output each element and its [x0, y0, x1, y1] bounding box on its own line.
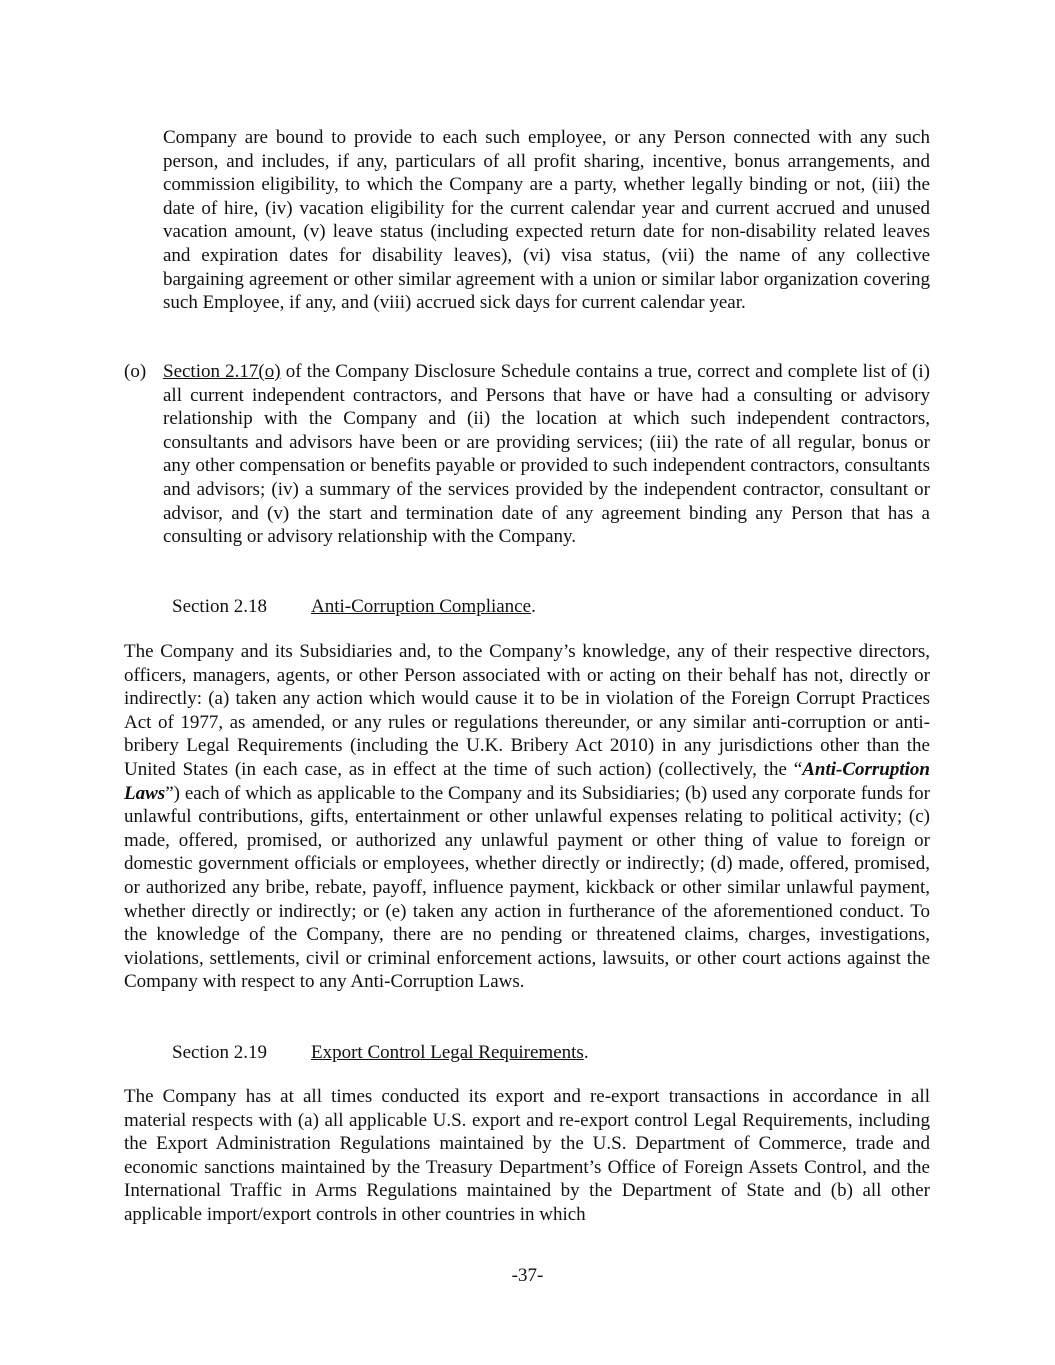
subsection-o — [124, 360, 930, 549]
section-2-18-title-suffix: . — [531, 596, 536, 617]
section-2-19-number: Section 2.19 — [172, 1042, 267, 1063]
section-2-18-title: Anti-Corruption Compliance — [311, 596, 532, 617]
section-2-19-title: Export Control Legal Requirements — [311, 1042, 584, 1063]
section-2-18-text-after: ”) each of which as applicable to the Company and its Subsidiaries; (b) used any corporate funds for unlawful contributions, gifts, entertainment or other unlawful expenses relating to political activity; (c) made, offered, promised, or authorized any unlawful payment or other thing of value to foreign or domestic government officials or employees, whether directly or indirectly; (d) made, offered, promised, or authorized any bribe, rebate, payoff, influence payment, kickback or other similar unlawful payment, whether directly or indirectly; or (e) taken any action in furtherance of the aforementioned conduct. To the knowledge of the Company, there are no pending or threatened claims, charges, investigations, violations, settlements, civil or criminal enforcement actions, lawsuits, or other court actions against the Company with respect to any Anti-Corruption Laws. — [124, 782, 930, 993]
section-2-18-number: Section 2.18 — [172, 596, 267, 617]
section-2-19-heading — [172, 1041, 589, 1065]
section-2-18-text-before: The Company and its Subsidiaries and, to the Company’s knowledge, any of their respective directors, officers, managers, agents, or other Person associated with or acting on their behalf has not, directly or indirectly: (a) taken any action which would cause it to be in violation of the Foreign Corrupt Practices Act of 1977, as amended, or any rules or regulations thereunder, or any similar anti-corruption or anti-bribery Legal Requirements (including the U.K. Bribery Act 2010) in any jurisdictions other than the United States (in each case, as in effect at the time of such action) (collectively, the “ — [124, 641, 930, 780]
section-2-19-body: The Company has at all times conducted its export and re-export transactions in accordance in all material respects with (a) all applicable U.S. export and re-export control Legal Requirements, including the Export Administration Regulations maintained by the U.S. Department of Commerce, trade and economic sanctions maintained by the Treasury Department’s Office of Foreign Assets Control, and the International Traffic in Arms Regulations maintained by the Department of State and (b) all other applicable import/export controls in other countries in which — [124, 1086, 930, 1225]
section-2-18-body — [124, 640, 930, 994]
subsection-o-marker: (o) — [124, 361, 147, 382]
page-number: -37- — [511, 1265, 544, 1286]
section-2-19-title-suffix: . — [583, 1042, 589, 1063]
subsection-o-text: of the Company Disclosure Schedule contains a true, correct and complete list of (i) all current independent contractors, and Persons that have or have had a consulting or advisory relationship with the Company and (ii) the location at which such independent contractors, consultants and advisors have been or are providing services; (iii) the rate of all regular, bonus or any other compensation or benefits payable or provided to such independent contractors, consultants and advisors; (iv) a summary of the services provided by the independent contractor, consultant or advisor, and (v) the start and termination date of any agreement binding any Person that has a consulting or advisory relationship with the Company. — [163, 361, 930, 548]
continuation-paragraph: Company are bound to provide to each such employee, or any Person connected with any such person, and includes, if any, particulars of all profit sharing, incentive, bonus arrangements, and commission eligibility, to which the Company are a party, whether legally binding or not, (iii) the date of hire, (iv) vacation eligibility for the current calendar year and current accrued and unused vacation amount, (v) leave status (including expected return date for non-disability related leaves and expiration dates for disability leaves), (vi) visa status, (vii) the name of any collective bargaining agreement or other similar agreement with a union or similar labor organization covering such Employee, if any, and (viii) accrued sick days for current calendar year. — [163, 127, 930, 314]
defined-term: Anti-Corruption Laws — [124, 758, 930, 804]
section-2-18-heading — [172, 595, 536, 619]
schedule-reference: Section 2.17(o) — [163, 361, 281, 382]
